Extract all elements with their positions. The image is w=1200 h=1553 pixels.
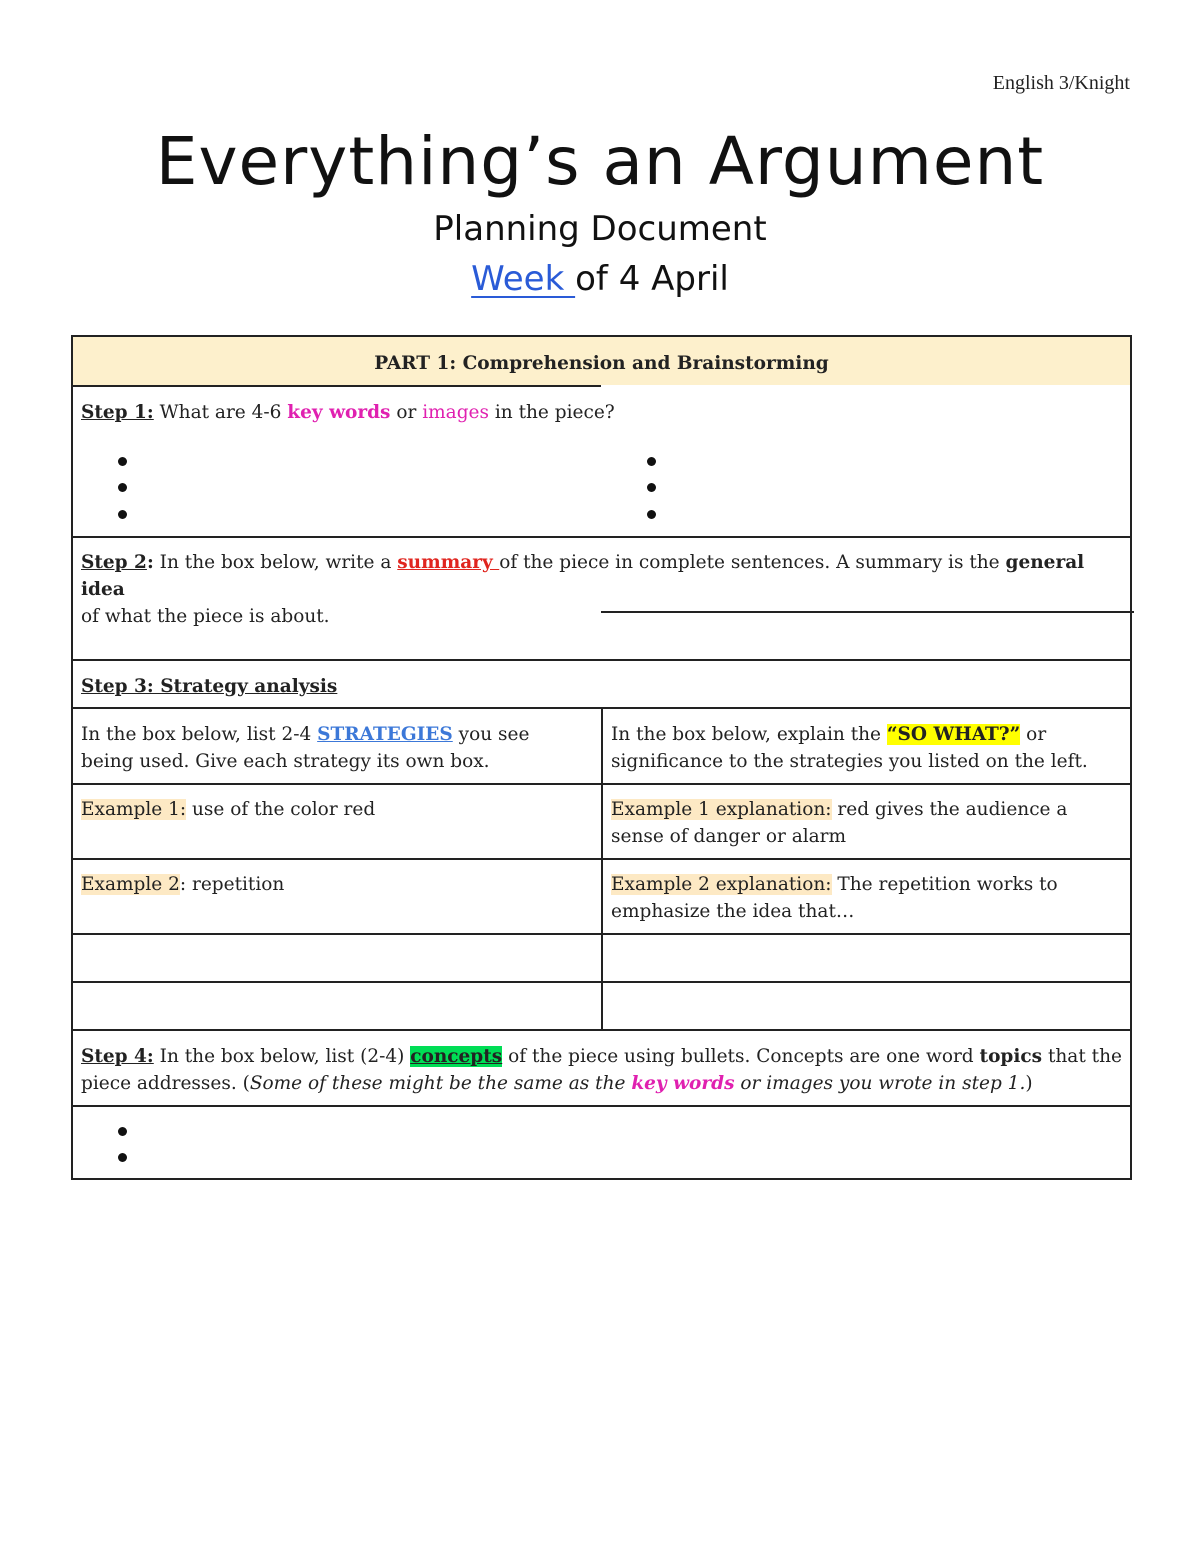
bullet-point — [118, 1153, 127, 1162]
strategies-instruction — [81, 721, 591, 775]
step2-label: Step 2 — [81, 552, 147, 573]
bullet-point — [118, 483, 127, 492]
general-idea-term: general idea — [81, 552, 1085, 600]
bullet-point — [118, 1127, 127, 1136]
example2-text: : repetition — [179, 874, 285, 895]
example1-label: Example 1: — [81, 799, 187, 820]
strategy-answer-box[interactable] — [73, 935, 601, 981]
step2-text: of the piece in complete sentences. A summary is the — [499, 552, 1006, 573]
week-line — [0, 254, 1200, 304]
step3-text: In the box below, explain the — [611, 724, 887, 745]
explanation-answer-box[interactable] — [603, 983, 1132, 1029]
example2-strategy — [81, 871, 284, 898]
step4-note: Some of these might be the same as the — [249, 1073, 632, 1094]
topics-term: topics — [979, 1046, 1043, 1067]
step4-note: or images you wrote in step 1. — [734, 1073, 1026, 1094]
images-term: images — [422, 402, 489, 423]
step4-label: Step 4: — [81, 1046, 154, 1067]
step2-text: In the box below, write a — [153, 552, 398, 573]
step3-text: or — [1020, 724, 1047, 745]
bullet-point — [647, 457, 656, 466]
week-link[interactable]: Week — [471, 259, 576, 299]
course-label: English 3/Knight — [992, 72, 1130, 94]
divider — [73, 385, 601, 387]
step3-text: significance to the strategies you listed on the left. — [611, 751, 1088, 772]
step4-text: that the — [1042, 1046, 1122, 1067]
step1-prompt — [81, 399, 615, 426]
strategy-answer-box[interactable] — [73, 983, 601, 1029]
example2-explanation-label: Example 2 explanation: — [611, 874, 832, 895]
step1-text: What are 4-6 — [153, 402, 288, 423]
example2-explanation-text: emphasize the idea that… — [611, 901, 855, 922]
document-title: Everything’s an Argument — [155, 123, 1045, 200]
bullet-point — [647, 483, 656, 492]
step1-label: Step 1: — [81, 402, 154, 423]
explanation-answer-box[interactable] — [603, 935, 1132, 981]
step1-text: in the piece? — [488, 402, 615, 423]
so-what-instruction — [611, 721, 1126, 775]
example2-label: Example 2 — [81, 874, 180, 895]
part1-heading: PART 1: Comprehension and Brainstorming — [374, 353, 829, 374]
step3-text: being used. Give each strategy its own box. — [81, 751, 490, 772]
summary-term: summary — [397, 552, 500, 573]
example1-strategy — [81, 796, 375, 823]
planning-table — [71, 335, 1132, 1180]
strategies-link[interactable]: STRATEGIES — [317, 724, 453, 745]
example1-explanation-label: Example 1 explanation: — [611, 799, 832, 820]
bullet-point — [647, 510, 656, 519]
example2-explanation — [611, 871, 1126, 925]
example1-explanation-text: sense of danger or alarm — [611, 826, 847, 847]
step4-text: of the piece using bullets. Concepts are one word — [502, 1046, 980, 1067]
bullet-point — [118, 457, 127, 466]
example1-explanation — [611, 796, 1126, 850]
divider — [73, 659, 1130, 661]
week-date: of 4 April — [575, 259, 729, 299]
concepts-term: concepts — [410, 1046, 503, 1067]
title-block — [0, 120, 1200, 304]
example1-text: use of the color red — [186, 799, 376, 820]
step3-text: In the box below, list 2-4 — [81, 724, 318, 745]
divider — [73, 858, 1130, 860]
step4-text: piece addresses. ( — [81, 1073, 250, 1094]
example2-explanation-text: The repetition works to — [831, 874, 1058, 895]
step1-text: or — [390, 402, 423, 423]
divider — [73, 783, 1130, 785]
step3-text: you see — [452, 724, 530, 745]
divider — [73, 536, 1130, 538]
step4-prompt — [81, 1043, 1126, 1097]
step2-text: of what the piece is about. — [81, 606, 330, 627]
key-words-term: key words — [287, 402, 391, 423]
step3-label: Step 3: Strategy analysis — [81, 676, 338, 697]
divider — [73, 1029, 1130, 1031]
key-words-term: key words — [631, 1073, 735, 1094]
document-subtitle: Planning Document — [433, 209, 767, 249]
step4-text: In the box below, list (2-4) — [153, 1046, 411, 1067]
summary-answer-box[interactable] — [73, 613, 1130, 659]
bullet-point — [118, 510, 127, 519]
divider — [73, 1105, 1130, 1107]
step2-colon: : — [146, 552, 154, 573]
so-what-term: “SO WHAT?” — [886, 724, 1021, 745]
example1-explanation-text: red gives the audience a — [831, 799, 1068, 820]
step4-text: ) — [1025, 1073, 1033, 1094]
